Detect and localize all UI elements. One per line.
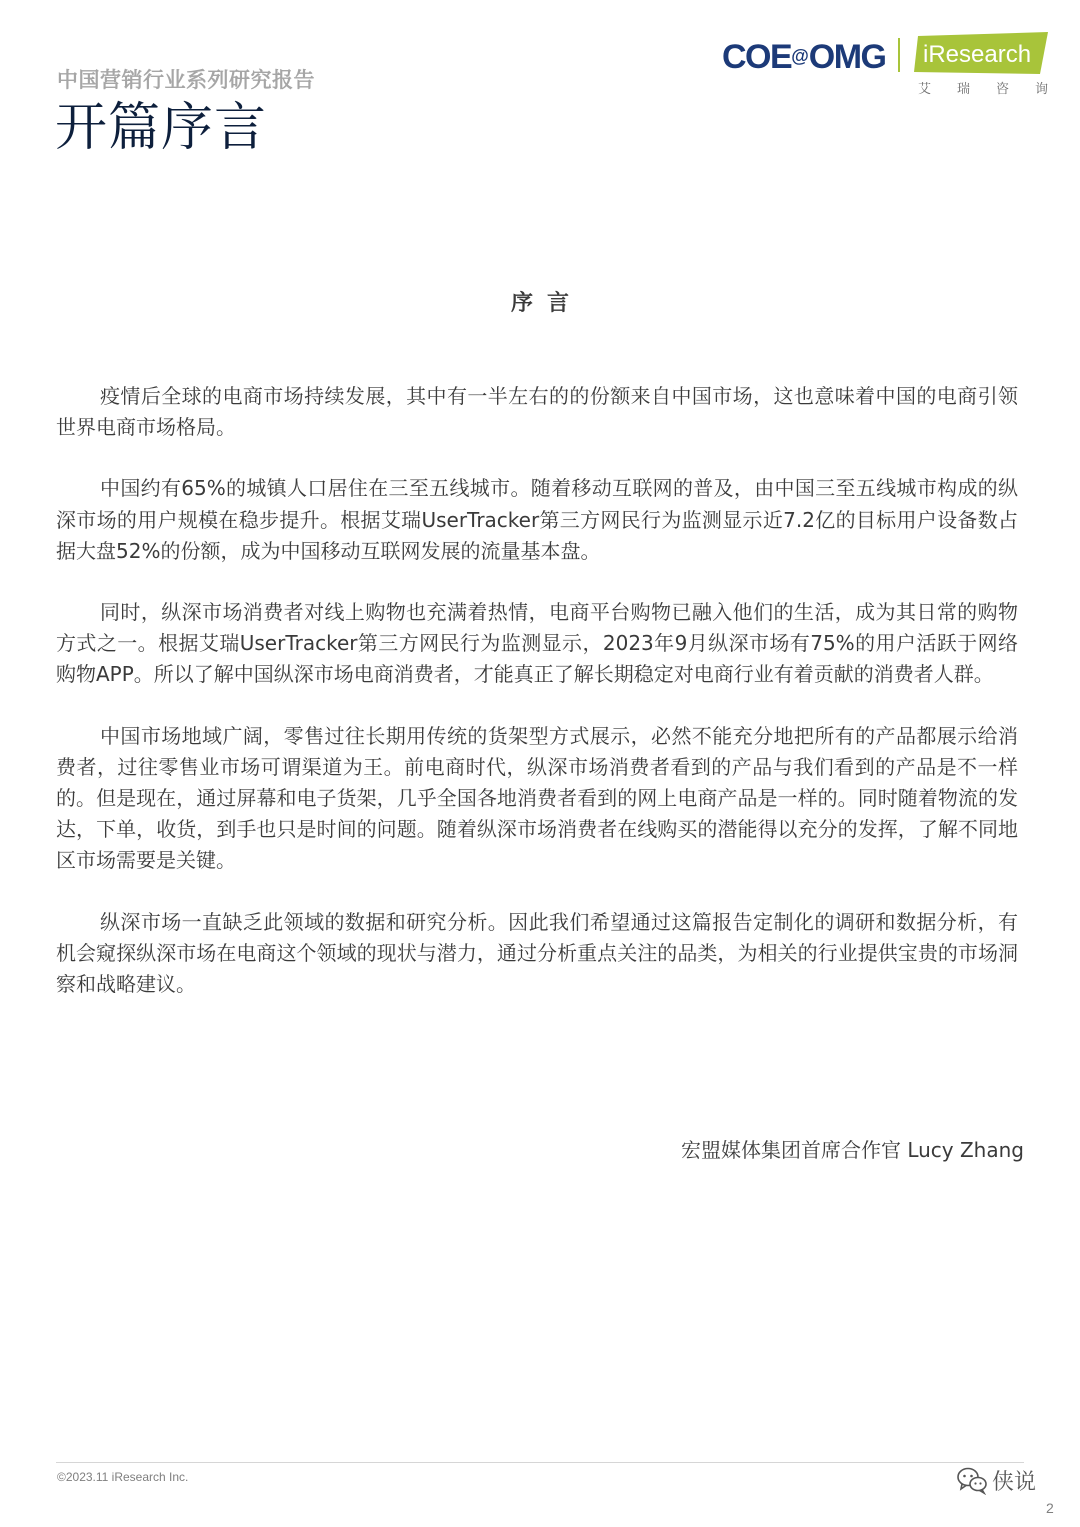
preface-heading: 序言 [510, 291, 583, 316]
paragraph: 疫情后全球的电商市场持续发展，其中有一半左右的的份额来自中国市场，这也意味着中国的电商引领世界电商市场格局。 [56, 384, 1018, 440]
signature: 宏盟媒体集团首席合作官 Lucy Zhang [680, 1138, 1024, 1162]
paragraph: 纵深市场一直缺乏此领域的数据和研究分析。因此我们希望通过这篇报告定制化的调研和数据分析，有机会窥探纵深市场在电商这个领域的现状与潜力，通过分析重点关注的品类，为相关的行业提供宝贵的市场洞察和战略建议。 [56, 909, 1018, 997]
coe-logo-at: @ [791, 46, 809, 66]
wechat-account-name: 侠说 [992, 1469, 1037, 1495]
wechat-icon [956, 1465, 988, 1495]
coe-logo-left: COE [722, 38, 792, 76]
coe-logo-right: OMG [808, 38, 886, 76]
paragraph: 同时，纵深市场消费者对线上购物也充满着热情，电商平台购物已融入他们的生活，成为其日常的购物方式之一。根据艾瑞UserTracker第三方网民行为监测显示，2023年9月纵深市场有75%的用户活跃于网络购物APP。所以了解中国纵深市场电商消费者，才能真正了解长期稳定对电商行业有着贡献的消费者人群。 [56, 600, 1018, 687]
copyright: ©2023.11 iResearch Inc. [57, 1470, 189, 1484]
page-title: 开篇序言 [55, 98, 268, 158]
wechat-watermark [956, 1462, 1036, 1498]
paragraph: 中国约有65%的城镇人口居住在三至五线城市。随着移动互联网的普及，由中国三至五线城市构成的纵深市场的用户规模在稳步提升。根据艾瑞UserTracker第三方网民行为监测显示近7.2亿的目标用户设备数占据大盘52%的份额，成为中国移动互联网发展的流量基本盘。 [56, 476, 1018, 563]
iresearch-logo-text: iResearch [923, 41, 1032, 68]
paragraph: 中国市场地域广阔，零售过往长期用传统的货架型方式展示，必然不能充分地把所有的产品都展示给消费者，过往零售业市场可谓渠道为王。前电商时代，纵深市场消费者看到的产品与我们看到的产品是不一样的。但是现在，通过屏幕和电子货架，几乎全国各地消费者看到的网上电商产品是一样的。同时随着物流的发达，下单，收货，到手也只是时间的问题。随着纵深市场消费者在线购买的潜能得以充分的发挥，了解不同地区市场需要是关键。 [56, 723, 1018, 873]
iresearch-logo-subtitle: 艾瑞咨询 [918, 82, 1075, 97]
iresearch-logo [914, 32, 1048, 74]
footer-divider [56, 1462, 1024, 1463]
page-number: 2 [1046, 1500, 1054, 1516]
series-title: 中国营销行业系列研究报告 [57, 68, 315, 92]
preface-body [56, 381, 1018, 1030]
coe-omg-logo [722, 36, 885, 77]
logo-divider [898, 38, 900, 72]
